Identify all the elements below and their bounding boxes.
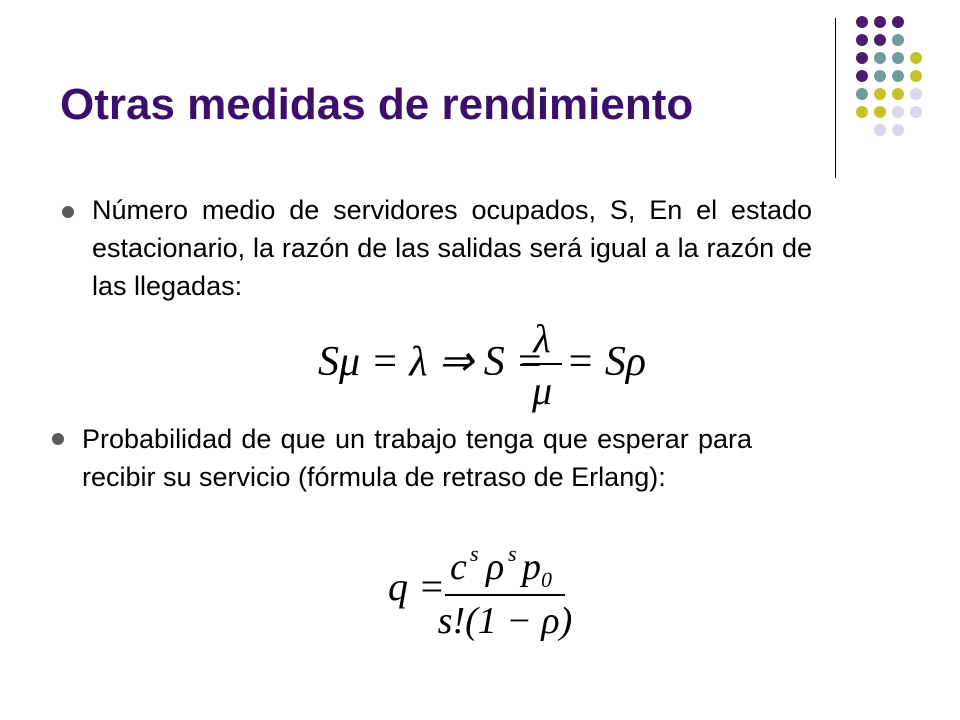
formula-erlang-delay xyxy=(0,545,960,645)
formula2-numerator-exp1: s xyxy=(470,545,479,566)
decorative-dot xyxy=(874,34,886,46)
decorative-dot xyxy=(874,88,886,100)
formula2-numerator-p: p xyxy=(522,546,541,588)
decorative-dot xyxy=(892,16,904,28)
decorative-dot xyxy=(892,52,904,64)
decorative-dot xyxy=(874,106,886,118)
decorative-dot xyxy=(856,16,868,28)
formula2-denominator: s!(1 − ρ) xyxy=(437,600,573,642)
formula1-denominator: μ xyxy=(531,368,553,413)
decorative-dot xyxy=(874,16,886,28)
decorative-dot xyxy=(892,88,904,100)
decorative-dot xyxy=(892,70,904,82)
formula2-numerator-rho: ρ xyxy=(486,546,505,588)
decorative-dot xyxy=(856,88,868,100)
decorative-dot xyxy=(874,70,886,82)
decorative-dot xyxy=(856,70,868,82)
decorative-dot xyxy=(892,34,904,46)
bullet-dot-icon xyxy=(62,206,74,218)
decorative-dot xyxy=(856,34,868,46)
formula1-numerator: λ xyxy=(533,320,551,361)
formula2-numerator-exp2: s xyxy=(508,545,517,566)
decorative-dot xyxy=(910,88,922,100)
formula2-numerator-sub: 0 xyxy=(541,567,552,592)
decorative-dot xyxy=(874,124,886,136)
decorative-dot xyxy=(874,52,886,64)
bullet-busy-servers: Número medio de servidores ocupados, S, En el estado estacionario, la razón de las salidas será igual a la razón de las llegadas: xyxy=(92,195,812,301)
decorative-dot xyxy=(910,70,922,82)
formula1-lhs: Sμ = λ ⇒ S = xyxy=(318,339,544,385)
decorative-divider-line xyxy=(835,18,836,178)
decorative-dot xyxy=(910,106,922,118)
decorative-dot xyxy=(910,52,922,64)
formula2-numerator xyxy=(450,545,552,592)
decorative-dot xyxy=(856,106,868,118)
formula2-numerator-c: c xyxy=(450,546,467,588)
formula2-lhs: q = xyxy=(388,564,445,609)
bullet-erlang-delay: Probabilidad de que un trabajo tenga que esperar para recibir su servicio (fórmula de retraso de Erlang): xyxy=(82,424,752,492)
decorative-dot xyxy=(856,52,868,64)
bullet-dot-icon xyxy=(52,433,64,445)
formula-busy-servers xyxy=(0,320,960,415)
slide-title: Otras medidas de rendimiento xyxy=(60,80,694,129)
decorative-dot xyxy=(892,106,904,118)
formula1-rhs: = Sρ xyxy=(566,339,647,385)
decorative-dot xyxy=(892,124,904,136)
